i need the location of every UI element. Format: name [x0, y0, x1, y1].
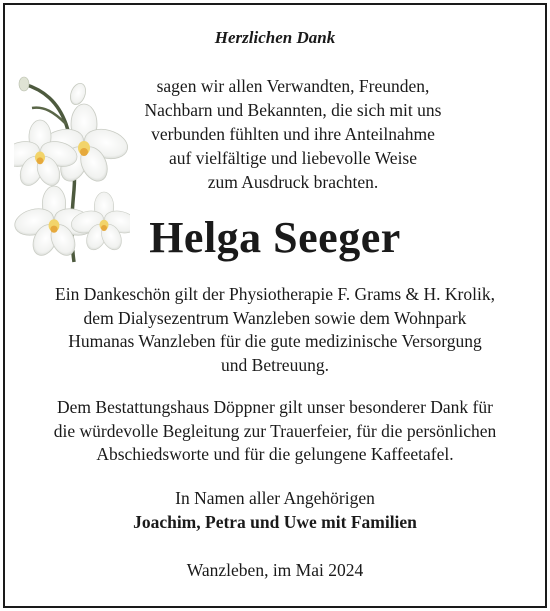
family-names: Joachim, Petra und Uwe mit Familien: [133, 512, 417, 532]
paragraph-line: Dem Bestattungshaus Döppner gilt unser besonderer Dank für: [57, 397, 493, 417]
place-date: Wanzleben, im Mai 2024: [186, 560, 364, 580]
thanks-paragraph-2: [20, 396, 530, 467]
thanks-paragraph-1: [20, 283, 530, 377]
signoff-line: In Namen aller Angehörigen: [175, 488, 375, 508]
intro-line: auf vielfältige und liebevolle Weise: [168, 148, 418, 168]
paragraph-line: Abschiedsworte und für die gelungene Kaffeetafel.: [96, 444, 454, 464]
paragraph-line: Ein Dankeschön gilt der Physiotherapie F. Grams & H. Krolik,: [55, 284, 495, 304]
notice-heading: Herzlichen Dank: [214, 28, 336, 47]
intro-line: verbunden fühlten und ihre Anteilnahme: [151, 124, 435, 144]
paragraph-line: Humanas Wanzleben für die gute medizinische Versorgung: [68, 331, 482, 351]
intro-text: [128, 74, 458, 194]
intro-line: Nachbarn und Bekannten, die sich mit uns: [144, 100, 442, 120]
paragraph-line: dem Dialysezentrum Wanzleben sowie dem Wohnpark: [83, 307, 467, 328]
paragraph-line: die würdevolle Begleitung zur Trauerfeier, für die persönlichen: [53, 420, 497, 441]
intro-line: sagen wir allen Verwandten, Freunden,: [156, 76, 430, 96]
signoff: [0, 486, 550, 534]
deceased-name: Helga Seeger: [149, 213, 401, 262]
paragraph-line: und Betreuung.: [221, 354, 329, 375]
intro-line: zum Ausdruck brachten.: [207, 172, 379, 192]
